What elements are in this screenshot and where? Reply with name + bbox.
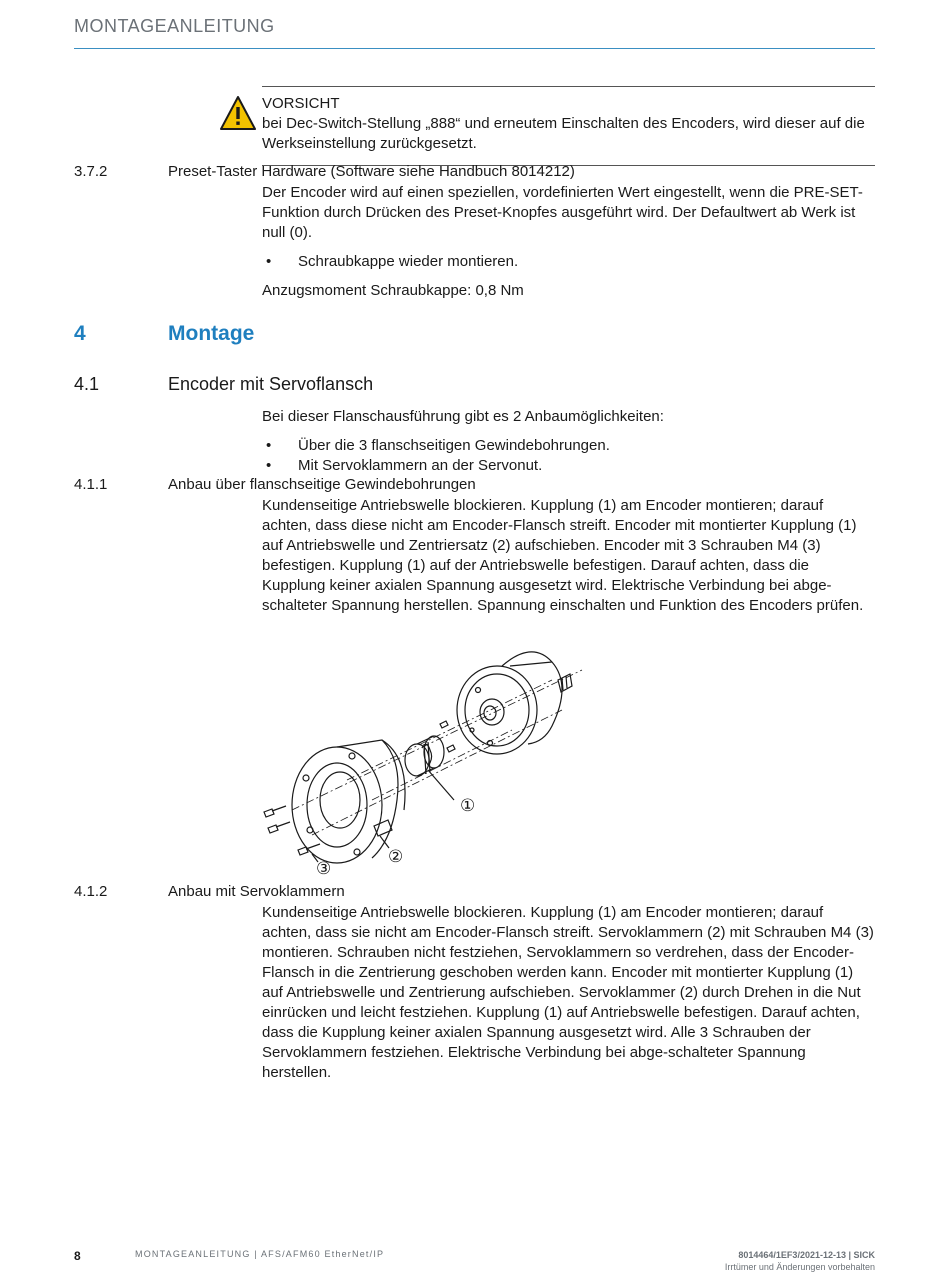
section-title-4-1-1: Anbau über flanschseitige Gewindebohrungen (168, 476, 476, 493)
encoder-assembly-figure (252, 640, 592, 880)
chapter-number: 4 (74, 322, 86, 345)
section-body-3-7-2: Der Encoder wird auf einen speziellen, vordefinierten Wert eingestellt, wenn die PRE-SET-Funktion durch Drücken des Preset-Knopfes ausgeführt wird. Der Defaultwert ab Werk ist null (0). (262, 184, 863, 241)
footer-doc-title: MONTAGEANLEITUNG | AFS/AFM60 EtherNet/IP (135, 1249, 385, 1259)
bullet-icon: • (266, 457, 272, 474)
section-number-4-1-2: 4.1.2 (74, 883, 108, 900)
caution-text: bei Dec-Switch-Stellung „888“ und erneutem Einschalten des Encoders, wird dieser auf die Werkseinstellung zurückgesetzt. (262, 115, 865, 152)
list-item-text: Schraubkappe wieder montieren. (298, 253, 519, 270)
section-body-4-1-1: Kundenseitige Antriebswelle blockieren. Kupplung (1) am Encoder montieren; darauf achten, dass diese nicht am Encoder-Flansch streift. Encoder mit montierter Kupplung (1) auf Antriebswelle und Zentriersatz (2) aufschieben. Encoder mit 3 Schrauben M4 (3) befestigen. Kupplung (1) auf der Antriebswelle befestigen. Darauf achten, dass die Kupplung keiner axialen Spannung ausgesetzt wird. Elektrische Verbindung bei abge-schalteter Spannung herstellen. Spannung einschalten und Funktion des Encoders prüfen. (262, 497, 864, 614)
callout-2: ② (388, 847, 404, 867)
footer-reference (725, 1249, 875, 1273)
section-title-4-1: Encoder mit Servoflansch (168, 374, 374, 394)
section-number-3-7-2: 3.7.2 (74, 163, 108, 180)
warning-icon (219, 95, 257, 131)
chapter-title: Montage (168, 322, 255, 345)
section-title-4-1-2: Anbau mit Servoklammern (168, 883, 345, 900)
section-number-4-1-1: 4.1.1 (74, 476, 108, 493)
section-body-4-1-2: Kundenseitige Antriebswelle blockieren. Kupplung (1) am Encoder montieren; darauf achten, dass sie nicht am Encoder-Flansch streift. Servoklammern (2) mit Schrauben M4 (3) montieren. Schrauben nicht festziehen, Servoklammern so verdrehen, dass der Encoder-Flansch in die Zentrierung geschoben werden kann. Encoder mit montierter Kupplung (1) auf Antriebswelle und Zentrierung aufschieben. Servoklammer (2) durch Drehen in die Nut einrücken und leicht festziehen. Kupplung (1) auf Antriebswelle befestigen. Darauf achten, dass die Kupplung keiner axialen Spannung ausgesetzt wird. Alle 3 Schrauben der Servoklammern festziehen. Elektrische Verbindung bei abge-schalteter Spannung herstellen. (262, 904, 874, 1081)
section-number-4-1: 4.1 (74, 374, 100, 394)
caution-box (262, 86, 875, 166)
footer-ref: 8014464/1EF3/2021-12-13 | SICK (738, 1250, 875, 1260)
section-title-3-7-2: Preset-Taster Hardware (Software siehe Handbuch 8014212) (168, 163, 575, 180)
caution-label: VORSICHT (262, 95, 340, 112)
running-header: MONTAGEANLEITUNG (74, 16, 275, 36)
callout-3: ③ (316, 859, 332, 879)
page-number: 8 (74, 1249, 81, 1263)
callout-1: ① (460, 796, 476, 816)
list-item-text: Mit Servoklammern an der Servonut. (298, 457, 543, 474)
footer-note: Irrtümer und Änderungen vorbehalten (724, 1262, 875, 1272)
header-rule (74, 48, 875, 49)
bullet-icon: • (266, 253, 272, 270)
bullet-icon: • (266, 437, 272, 454)
section-intro-4-1: Bei dieser Flanschausführung gibt es 2 Anbaumöglichkeiten: (262, 408, 664, 425)
list-item-text: Über die 3 flanschseitigen Gewindebohrungen. (298, 437, 610, 454)
torque-spec: Anzugsmoment Schraubkappe: 0,8 Nm (262, 282, 524, 299)
